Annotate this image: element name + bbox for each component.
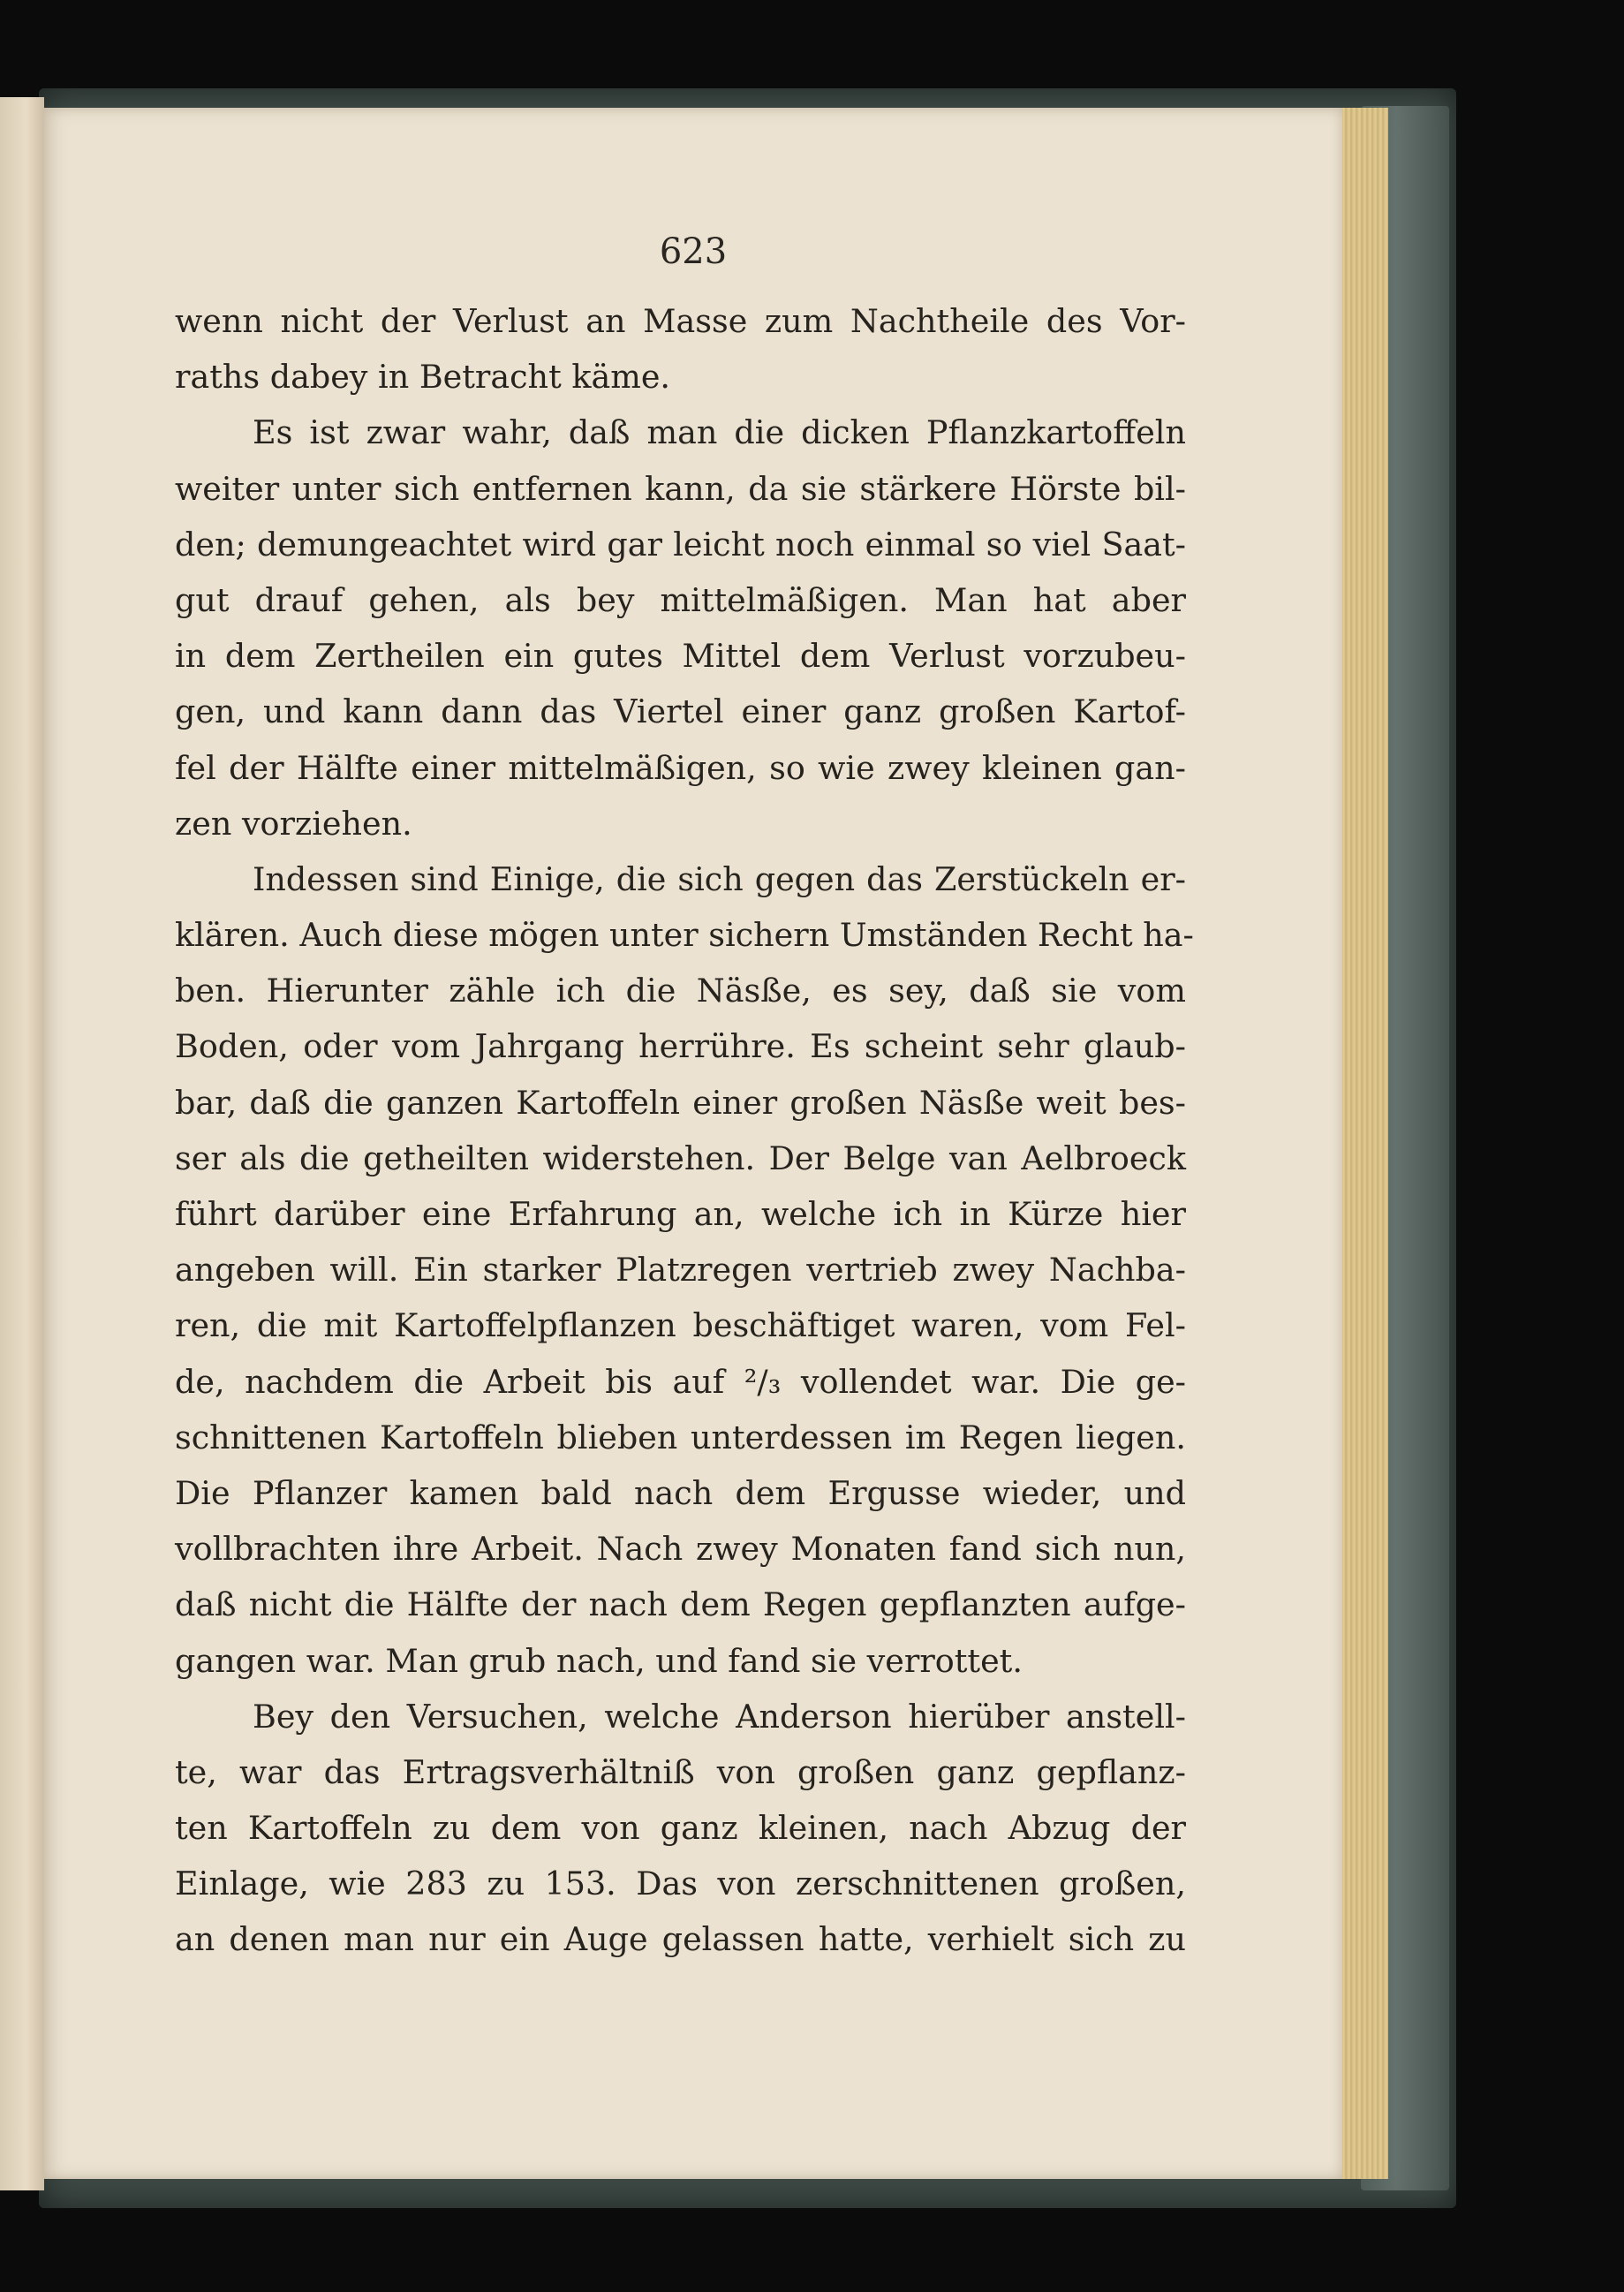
text-line: führt darüber eine Erfahrung an, welche ich in Kürze hier	[175, 1195, 1186, 1233]
text-line: Bey den Versuchen, welche Anderson hierüber anstell-	[253, 1697, 1186, 1736]
page-stack-edges	[1341, 108, 1388, 2179]
text-line: vollbrachten ihre Arbeit. Nach zwey Monaten fand sich nun,	[175, 1530, 1186, 1569]
text-line: den; demungeachtet wird gar leicht noch einmal so viel Saat-	[175, 525, 1186, 564]
text-line: ser als die getheilten widerstehen. Der Belge van Aelbroeck	[175, 1138, 1186, 1177]
text-line: zen vorziehen.	[175, 804, 412, 843]
body-text	[175, 293, 1194, 1968]
text-line: de, nachdem die Arbeit bis auf ²/₃ vollendet war. Die ge-	[175, 1362, 1186, 1401]
text-line: schnittenen Kartoffeln blieben unterdessen im Regen liegen.	[175, 1418, 1186, 1456]
text-line: gangen war. Man grub nach, und fand sie verrottet.	[175, 1641, 1023, 1680]
text-line: an denen man nur ein Auge gelassen hatte, verhielt sich zu	[175, 1920, 1186, 1959]
text-line: gen, und kann dann das Viertel einer ganz großen Kartof-	[175, 692, 1186, 731]
text-line: fel der Hälfte einer mittelmäßigen, so wie zwey kleinen gan-	[175, 748, 1186, 787]
text-line: weiter unter sich entfernen kann, da sie stärkere Hörste bil-	[175, 469, 1186, 508]
facing-page-edge	[0, 97, 44, 2190]
text-line: raths dabey in Betracht käme.	[175, 358, 671, 397]
text-line: Einlage, wie 283 zu 153. Das von zerschnittenen großen,	[175, 1865, 1186, 1903]
text-line: ten Kartoffeln zu dem von ganz kleinen, nach Abzug der	[175, 1809, 1186, 1848]
text-line: Es ist zwar wahr, daß man die dicken Pflanzkartoffeln	[253, 413, 1186, 452]
page-number: 623	[659, 231, 728, 272]
text-line: in dem Zertheilen ein gutes Mittel dem Verlust vorzubeu-	[175, 637, 1186, 676]
text-line: klären. Auch diese mögen unter sichern Umständen Recht ha-	[175, 916, 1194, 955]
text-line: ben. Hierunter zähle ich die Näsße, es sey, daß sie vom	[175, 972, 1186, 1010]
text-line: gut drauf gehen, als bey mittelmäßigen. Man hat aber	[175, 580, 1186, 619]
book-page	[44, 108, 1342, 2179]
text-line: Boden, oder vom Jahrgang herrühre. Es scheint sehr glaub-	[175, 1027, 1186, 1066]
text-line: bar, daß die ganzen Kartoffeln einer großen Näsße weit bes-	[175, 1083, 1186, 1122]
text-line: Indessen sind Einige, die sich gegen das Zerstückeln er-	[253, 859, 1186, 898]
text-line: daß nicht die Hälfte der nach dem Regen gepflanzten aufge-	[175, 1585, 1186, 1624]
text-line: ren, die mit Kartoffelpflanzen beschäftiget waren, vom Fel-	[175, 1306, 1186, 1345]
text-line: angeben will. Ein starker Platzregen vertrieb zwey Nachba-	[175, 1251, 1186, 1290]
text-line: te, war das Ertragsverhältniß von großen ganz gepflanz-	[175, 1752, 1186, 1791]
text-line: wenn nicht der Verlust an Masse zum Nachtheile des Vor-	[175, 302, 1186, 340]
text-line: Die Pflanzer kamen bald nach dem Ergusse wieder, und	[175, 1473, 1186, 1512]
